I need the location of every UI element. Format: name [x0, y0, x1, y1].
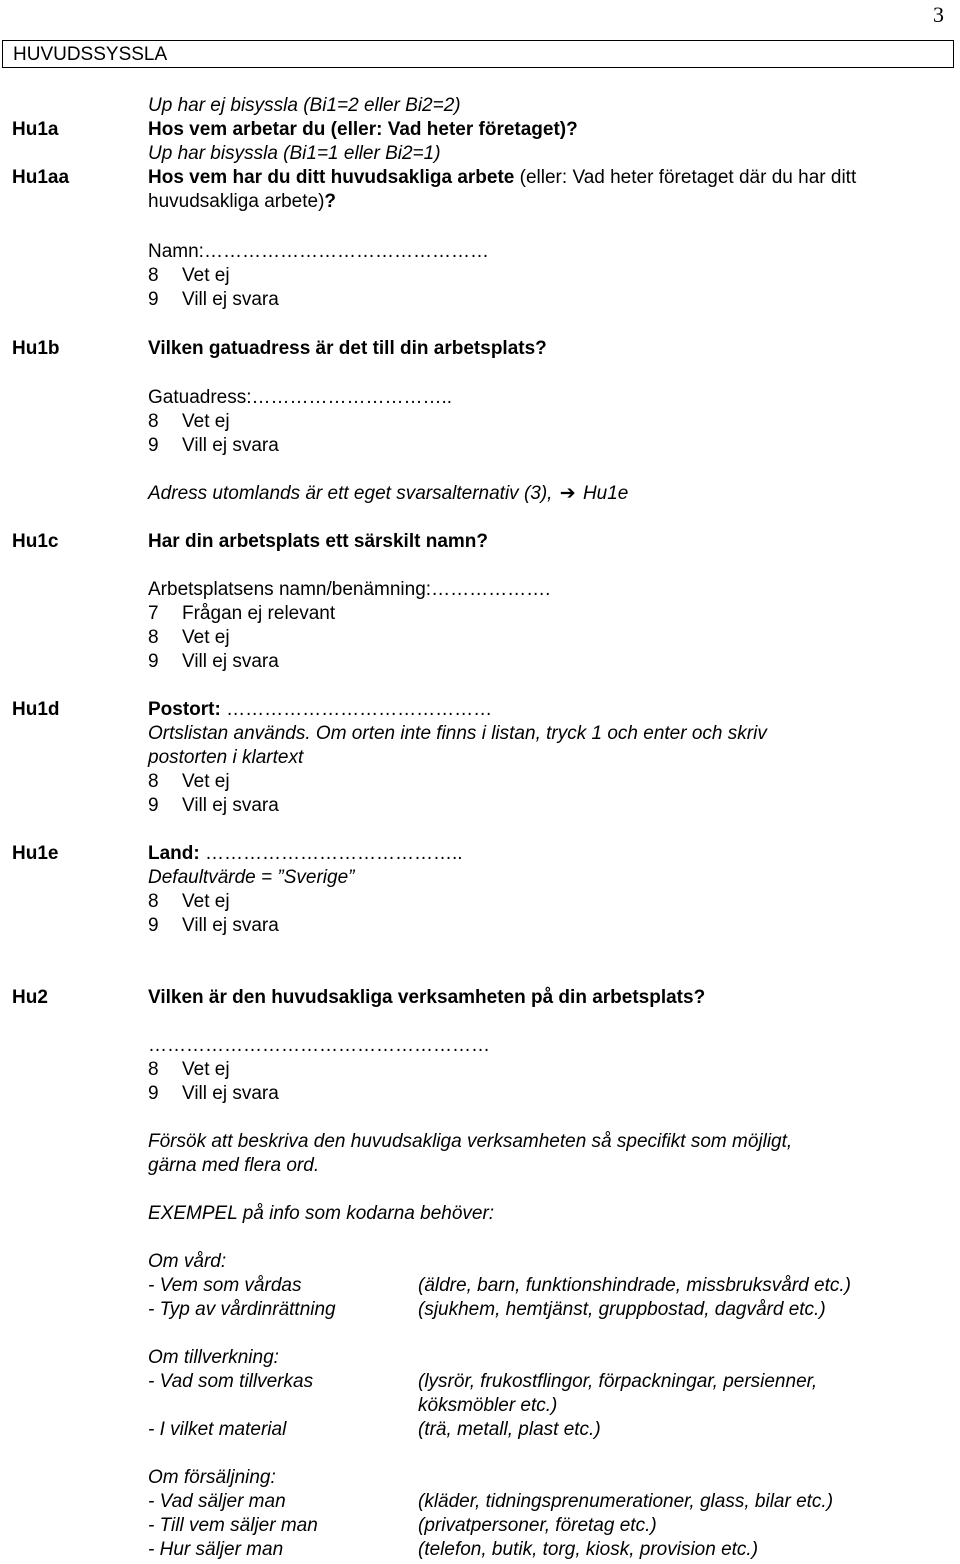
- hu2-option-8: [148, 1058, 230, 1082]
- hu1c-question: Har din arbetsplats ett särskilt namn?: [148, 531, 488, 552]
- hu1d-option-8: [148, 770, 230, 794]
- example-tillverkning-row2-left: - I vilket material: [148, 1419, 287, 1440]
- example-forsaljning-row1-right: (kläder, tidningsprenumerationer, glass, bilar etc.): [418, 1491, 834, 1512]
- hu1c-option-8: [148, 626, 230, 650]
- option-number: 9: [148, 435, 159, 456]
- option-label: Vet ej: [182, 771, 230, 792]
- example-vard-row1-right: (äldre, barn, funktionshindrade, missbruksvård etc.): [418, 1275, 851, 1296]
- option-label: Vill ej svara: [182, 915, 279, 936]
- note-text: Adress utomlands är ett eget svarsalternativ (3),: [148, 483, 553, 504]
- hu1aa-condition: Up har bisyssla (Bi1=1 eller Bi2=1): [148, 143, 441, 164]
- option-number: 9: [148, 1083, 159, 1104]
- hu1e-default-note: Defaultvärde = ”Sverige”: [148, 867, 355, 888]
- land-dots: …………………………………..: [205, 843, 463, 864]
- hu1b-question: Vilken gatuadress är det till din arbetsplats?: [148, 338, 547, 359]
- hu2-instruction-line2: gärna med flera ord.: [148, 1155, 320, 1176]
- hu1aa-question-line2: [148, 190, 336, 214]
- option-number: 8: [148, 771, 159, 792]
- example-forsaljning-row1-left: - Vad säljer man: [148, 1491, 286, 1512]
- example-tillverkning-row1-right-cont: köksmöbler etc.): [418, 1395, 558, 1416]
- hu1c-option-9: [148, 650, 279, 674]
- hu1aa-question-mark: ?: [324, 191, 336, 212]
- example-vard-row2-left: - Typ av vårdinrättning: [148, 1299, 336, 1320]
- option-number: 8: [148, 411, 159, 432]
- hu1b-code: Hu1b: [12, 338, 60, 359]
- hu1b-option-8: [148, 410, 230, 434]
- hu1aa-option-9: [148, 288, 279, 312]
- option-label: Vill ej svara: [182, 1083, 279, 1104]
- hu2-option-9: [148, 1082, 279, 1106]
- example-forsaljning-row2-right: (privatpersoner, företag etc.): [418, 1515, 657, 1536]
- hu2-question: Vilken är den huvudsakliga verksamheten på din arbetsplats?: [148, 987, 706, 1008]
- hu1a-condition: Up har ej bisyssla (Bi1=2 eller Bi2=2): [148, 95, 461, 116]
- hu1aa-option-8: [148, 264, 230, 288]
- option-number: 8: [148, 627, 159, 648]
- hu1d-code: Hu1d: [12, 699, 60, 720]
- land-label: Land:: [148, 843, 200, 864]
- section-title: HUVUDSSYSSLA: [13, 44, 168, 65]
- hu1aa-question-rest: (eller: Vad heter företaget där du har ditt: [514, 167, 857, 188]
- hu2-instruction-line1: Försök att beskriva den huvudsakliga verksamheten så specifikt som möjligt,: [148, 1131, 793, 1152]
- option-number: 8: [148, 891, 159, 912]
- hu1aa-name-field: [148, 240, 489, 264]
- hu1aa-question-bold: Hos vem har du ditt huvudsakliga arbete: [148, 167, 515, 188]
- option-number: 9: [148, 289, 159, 310]
- example-forsaljning-row2-left: - Till vem säljer man: [148, 1515, 318, 1536]
- name-field-label: Namn:: [148, 241, 204, 262]
- hu1e-option-9: [148, 914, 279, 938]
- option-label: Vet ej: [182, 891, 230, 912]
- section-header: [2, 40, 954, 68]
- hu1a-code: Hu1a: [12, 119, 59, 140]
- ortslista-note-rest: Om orten inte finns i listan, tryck 1 och enter och skriv: [310, 723, 767, 744]
- hu1aa-question: [148, 166, 856, 190]
- hu2-answer-dots: ………………………………………………: [148, 1035, 490, 1056]
- option-label: Vet ej: [182, 627, 230, 648]
- hu1b-option-9: [148, 434, 279, 458]
- arrow-right-icon: ➔: [559, 483, 576, 504]
- postort-label: Postort:: [148, 699, 221, 720]
- hu1d-note-line1: [148, 722, 767, 746]
- example-heading: EXEMPEL på info som kodarna behöver:: [148, 1203, 495, 1224]
- option-label: Vill ej svara: [182, 289, 279, 310]
- hu1b-note: [148, 482, 628, 506]
- option-label: Vet ej: [182, 411, 230, 432]
- option-label: Frågan ej relevant: [182, 603, 336, 624]
- hu1aa-question-line2-text: huvudsakliga arbete): [148, 191, 325, 212]
- hu1b-address-field: [148, 386, 452, 410]
- postort-dots: ……………………………………: [226, 699, 493, 720]
- address-field-dots: …………………………..: [251, 387, 453, 408]
- hu1e-code: Hu1e: [12, 843, 59, 864]
- hu1a-question: Hos vem arbetar du (eller: Vad heter företaget)?: [148, 119, 578, 140]
- example-forsaljning-heading: Om försäljning:: [148, 1467, 276, 1488]
- example-vard-row1-left: - Vem som vårdas: [148, 1275, 302, 1296]
- option-label: Vet ej: [182, 1059, 230, 1080]
- hu1d-note-line2: postorten i klartext: [148, 747, 304, 768]
- example-vard-row2-right: (sjukhem, hemtjänst, gruppbostad, dagvård etc.): [418, 1299, 826, 1320]
- option-number: 9: [148, 795, 159, 816]
- option-number: 7: [148, 603, 159, 624]
- note-target: Hu1e: [582, 483, 629, 504]
- option-label: Vill ej svara: [182, 651, 279, 672]
- hu1e-option-8: [148, 890, 230, 914]
- page-number: 3: [933, 2, 944, 27]
- hu1d-option-9: [148, 794, 279, 818]
- option-number: 9: [148, 651, 159, 672]
- example-tillverkning-row1-left: - Vad som tillverkas: [148, 1371, 314, 1392]
- option-number: 9: [148, 915, 159, 936]
- hu1e-land-field: [148, 842, 463, 866]
- example-tillverkning-row2-right: (trä, metall, plast etc.): [418, 1419, 601, 1440]
- example-tillverkning-heading: Om tillverkning:: [148, 1347, 279, 1368]
- workplace-name-label: Arbetsplatsens namn/benämning:: [148, 579, 432, 600]
- option-label: Vill ej svara: [182, 795, 279, 816]
- option-label: Vill ej svara: [182, 435, 279, 456]
- example-forsaljning-row3-right: (telefon, butik, torg, kiosk, provision etc.): [418, 1539, 759, 1560]
- example-tillverkning-row1-right: (lysrör, frukostflingor, förpackningar, persienner,: [418, 1371, 818, 1392]
- option-label: Vet ej: [182, 265, 230, 286]
- ortslista-note: Ortslistan används.: [148, 723, 311, 744]
- hu1c-option-7: [148, 602, 335, 626]
- hu1c-name-field: [148, 578, 550, 602]
- example-forsaljning-row3-left: - Hur säljer man: [148, 1539, 284, 1560]
- example-vard-heading: Om vård:: [148, 1251, 227, 1272]
- hu2-code: Hu2: [12, 987, 48, 1008]
- name-field-dots: ………………………………………: [203, 241, 489, 262]
- option-number: 8: [148, 265, 159, 286]
- hu1aa-code: Hu1aa: [12, 167, 70, 188]
- address-field-label: Gatuadress:: [148, 387, 252, 408]
- option-number: 8: [148, 1059, 159, 1080]
- hu1c-code: Hu1c: [12, 531, 59, 552]
- hu1d-postort-field: [148, 698, 492, 722]
- workplace-name-dots: ……………….: [431, 579, 551, 600]
